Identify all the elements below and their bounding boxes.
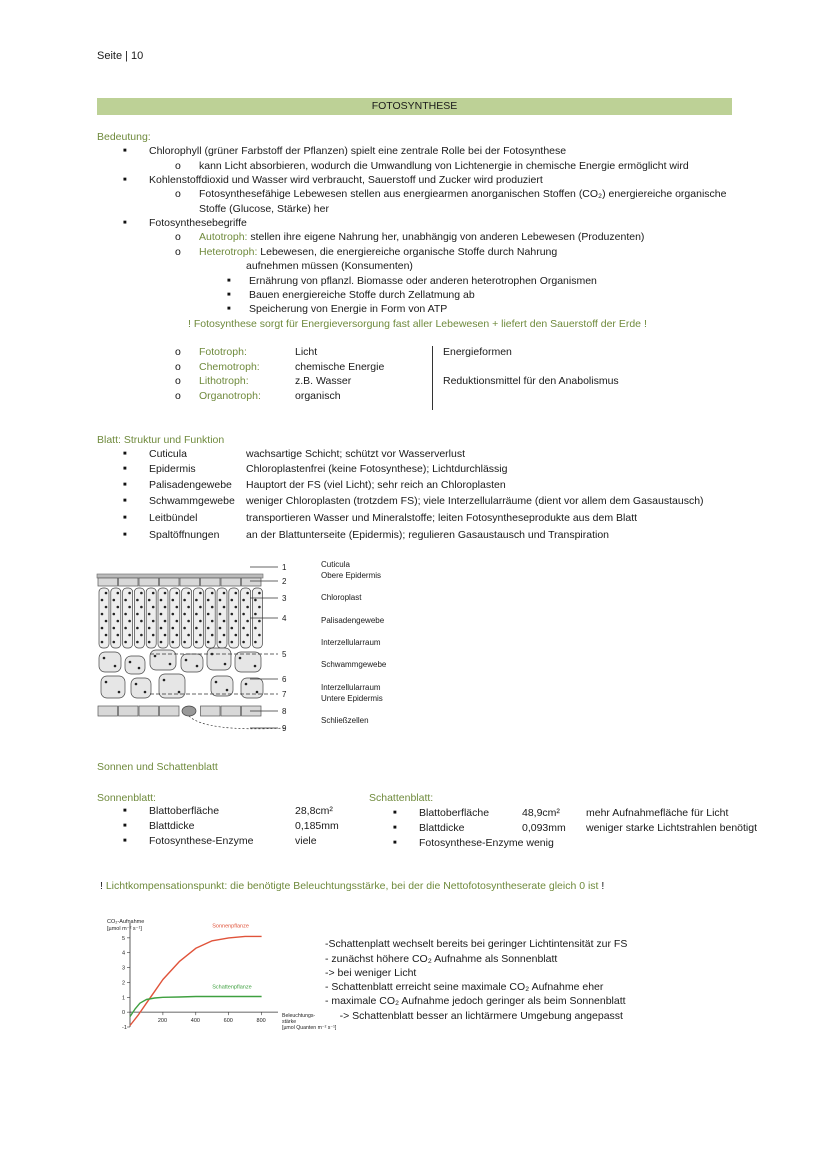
- chloroplast: [140, 634, 143, 637]
- co2-uptake-chart: [105, 915, 337, 1045]
- chloroplast: [117, 592, 120, 595]
- chloroplast: [219, 627, 222, 630]
- chloroplast: [113, 613, 116, 616]
- x-tick-label: 800: [256, 1018, 266, 1025]
- chloroplast: [172, 641, 175, 644]
- chloroplast: [128, 620, 131, 623]
- chloroplast: [164, 620, 167, 623]
- exclamation: !: [100, 880, 103, 892]
- chloroplast: [164, 592, 167, 595]
- epidermis-cell: [221, 578, 241, 586]
- schattenblatt-note: mehr Aufnahmefläche für Licht: [586, 807, 729, 819]
- chloroplast: [245, 683, 248, 686]
- chloroplast: [195, 641, 198, 644]
- epidermis-cell: [160, 578, 180, 586]
- chloroplast: [176, 620, 179, 623]
- chloroplast: [129, 661, 132, 664]
- chloroplast: [113, 641, 116, 644]
- chloroplast: [231, 599, 234, 602]
- chloroplast: [223, 592, 226, 595]
- list-item: ■ Kohlenstoffdioxid und Wasser wird verbraucht, Sauerstoff und Zucker wird produziert: [149, 174, 543, 186]
- chloroplast: [160, 599, 163, 602]
- chloroplast: [105, 606, 108, 609]
- diagram-number: 5: [282, 650, 287, 659]
- chloroplast: [187, 620, 190, 623]
- palisade-cell: [99, 588, 109, 648]
- chloroplast: [176, 606, 179, 609]
- blatt-term: ■ Schwammgewebe: [149, 495, 235, 507]
- chloroplast: [199, 592, 202, 595]
- chloroplast: [136, 599, 139, 602]
- chloroplast: [246, 620, 249, 623]
- chloroplast: [219, 641, 222, 644]
- chloroplast: [246, 634, 249, 637]
- chloroplast: [195, 599, 198, 602]
- lower-epidermis-cell: [201, 706, 221, 716]
- x-tick-label: 200: [157, 1018, 168, 1025]
- sub-list-item: ■ Ernährung von pflanzl. Biomasse oder anderen heterotrophen Organismen: [249, 275, 597, 287]
- chloroplast: [148, 613, 151, 616]
- x-axis-label: stärke: [282, 1019, 297, 1026]
- x-tick-label: 400: [190, 1018, 200, 1025]
- y-tick-label: 2: [122, 980, 126, 987]
- chloroplast: [199, 620, 202, 623]
- chloroplast: [113, 599, 116, 602]
- autotroph-definition: stellen ihre eigene Nahrung her, unabhängig von anderen Lebewesen (Produzenten): [247, 231, 645, 243]
- chloroplast: [154, 655, 157, 658]
- chloroplast: [207, 613, 210, 616]
- sonnenblatt-term: ■ Fotosynthese-Enzyme: [149, 835, 253, 847]
- diagram-label: Obere Epidermis: [321, 571, 382, 580]
- y-tick-label: -1: [122, 1025, 127, 1031]
- chloroplast: [231, 627, 234, 630]
- diagram-label: Interzellularraum: [321, 638, 381, 647]
- chloroplast: [152, 634, 155, 637]
- chloroplast: [172, 627, 175, 630]
- diagram-label: Cuticula: [321, 560, 350, 569]
- chloroplast: [211, 634, 214, 637]
- chloroplast: [128, 606, 131, 609]
- chloroplast: [235, 620, 238, 623]
- lower-epidermis-cell: [221, 706, 241, 716]
- chloroplast: [169, 663, 172, 666]
- chloroplast: [101, 641, 104, 644]
- diagram-label: Interzellularraum: [321, 683, 381, 692]
- chloroplast: [242, 627, 245, 630]
- troph-term: o Chemotroph:: [199, 361, 260, 373]
- chloroplast: [148, 599, 151, 602]
- y-axis-label: CO₂-Aufnahme: [107, 919, 145, 925]
- sponge-cell: [211, 676, 233, 696]
- autotroph-item: [199, 231, 644, 243]
- chloroplast: [199, 634, 202, 637]
- y-tick-label: 1: [122, 995, 126, 1002]
- chloroplast: [117, 620, 120, 623]
- schattenblatt-term: ■ Blattdicke: [419, 822, 465, 834]
- section-heading-blatt: Blatt: Struktur und Funktion: [97, 434, 225, 446]
- chloroplast: [183, 641, 186, 644]
- chloroplast: [219, 613, 222, 616]
- chloroplast: [231, 641, 234, 644]
- chloroplast: [235, 592, 238, 595]
- chloroplast: [183, 627, 186, 630]
- chloroplast: [105, 681, 108, 684]
- palisade-cell: [205, 588, 215, 648]
- chart-note: - zunächst höhere CO₂ Aufnahme als Sonnenblatt: [325, 953, 558, 965]
- chart-note: -Schattenplatt wechselt bereits bei geringer Lichtintensität zur FS: [325, 938, 628, 950]
- cuticula-layer: [97, 574, 263, 578]
- sub-list-item: ■ Speicherung von Energie in Form von ATP: [249, 303, 447, 315]
- troph-value: chemische Energie: [295, 361, 385, 373]
- sponge-cell: [125, 656, 145, 674]
- chloroplast: [140, 592, 143, 595]
- chloroplast: [140, 606, 143, 609]
- chloroplast: [103, 657, 106, 660]
- sonnenblatt-value: 28,8cm²: [295, 805, 333, 817]
- chloroplast: [226, 689, 229, 692]
- y-tick-label: 3: [122, 965, 126, 972]
- chloroplast: [183, 613, 186, 616]
- chloroplast: [105, 634, 108, 637]
- chloroplast: [199, 606, 202, 609]
- lower-epidermis-cell: [139, 706, 159, 716]
- chloroplast: [242, 613, 245, 616]
- chloroplast: [101, 613, 104, 616]
- blatt-term: ■ Cuticula: [149, 448, 187, 460]
- blatt-term: ■ Epidermis: [149, 463, 196, 475]
- key-note: ! Fotosynthese sorgt für Energieversorgung fast aller Lebewesen + liefert den Sauerstoff der Erde !: [188, 318, 647, 330]
- chloroplast: [235, 606, 238, 609]
- schattenblatt-term: ■ Blattoberfläche: [419, 807, 489, 819]
- epidermis-cell: [180, 578, 200, 586]
- chloroplast: [242, 641, 245, 644]
- schattenblatt-value: 0,093mm: [522, 822, 566, 834]
- blatt-description: Chloroplastenfrei (keine Fotosynthese); Lichtdurchlässig: [246, 463, 508, 475]
- diagram-number: 9: [282, 724, 287, 733]
- chloroplast: [160, 627, 163, 630]
- chloroplast: [187, 634, 190, 637]
- chloroplast: [152, 620, 155, 623]
- palisade-cell: [217, 588, 227, 648]
- chloroplast: [211, 606, 214, 609]
- diagram-label: Chloroplast: [321, 593, 362, 602]
- blatt-description: transportieren Wasser und Mineralstoffe; leiten Fotosyntheseprodukte aus dem Blatt: [246, 512, 638, 524]
- schattenblatt-heading: Schattenblatt:: [369, 792, 434, 804]
- chloroplast: [113, 627, 116, 630]
- series-label: Schattenpflanze: [212, 984, 252, 991]
- diagram-label: Schwammgewebe: [321, 660, 387, 669]
- term-heterotroph: Heterotroph:: [199, 246, 258, 258]
- chloroplast: [101, 599, 104, 602]
- sponge-cell: [207, 648, 231, 670]
- blatt-term: ■ Spaltöffnungen: [149, 529, 219, 541]
- diagram-number: 8: [282, 707, 287, 716]
- palisade-cell: [146, 588, 156, 648]
- chart-note: - Schattenblatt erreicht seine maximale CO₂ Aufnahme eher: [325, 981, 604, 993]
- chloroplast: [148, 627, 151, 630]
- chloroplast: [231, 613, 234, 616]
- heterotroph-definition: Lebewesen, die energiereiche organische Stoffe durch Nahrung: [257, 246, 558, 258]
- lower-epidermis-cell: [98, 706, 118, 716]
- chloroplast: [160, 641, 163, 644]
- troph-value: z.B. Wasser: [295, 375, 352, 387]
- chloroplast: [207, 641, 210, 644]
- chloroplast: [138, 667, 141, 670]
- lichtkompensation-definition: Lichtkompensationspunkt: die benötigte Beleuchtungsstärke, bei der die Nettofotosyntheserate gleich 0 ist: [102, 880, 602, 892]
- chloroplast: [207, 599, 210, 602]
- sonnenblatt-value: 0,185mm: [295, 820, 339, 832]
- palisade-cell: [134, 588, 144, 648]
- y-axis-label: [µmol m⁻² s⁻¹]: [107, 926, 142, 932]
- chloroplast: [152, 606, 155, 609]
- chloroplast: [148, 641, 151, 644]
- chloroplast: [246, 606, 249, 609]
- troph-term: o Lithotroph:: [199, 375, 249, 387]
- diagram-label: Schließzellen: [321, 716, 369, 725]
- chloroplast: [117, 634, 120, 637]
- title-bar: [97, 98, 732, 115]
- list-item: ■ Fotosynthesebegriffe: [149, 217, 247, 229]
- chloroplast: [136, 627, 139, 630]
- chloroplast: [164, 634, 167, 637]
- chloroplast: [136, 613, 139, 616]
- chloroplast: [185, 659, 188, 662]
- palisade-cell: [229, 588, 239, 648]
- epidermis-cell: [119, 578, 139, 586]
- page-number: Seite | 10: [97, 50, 144, 62]
- diagram-label: Palisadengewebe: [321, 616, 385, 625]
- chloroplast: [163, 679, 166, 682]
- y-tick-label: 0: [122, 1010, 126, 1017]
- chloroplast: [235, 634, 238, 637]
- palisade-cell: [170, 588, 180, 648]
- x-axis-label: [µmol Quanten m⁻² s⁻¹]: [282, 1025, 337, 1032]
- chloroplast: [164, 606, 167, 609]
- section-heading-bedeutung: Bedeutung:: [97, 131, 151, 143]
- list-item: ■ Chlorophyll (grüner Farbstoff der Pflanzen) spielt eine zentrale Rolle bei der Fotosynthese: [149, 145, 566, 157]
- lower-epidermis-cell: [160, 706, 180, 716]
- diagram-number: 6: [282, 675, 287, 684]
- exclamation: !: [601, 880, 605, 892]
- chloroplast: [124, 627, 127, 630]
- diagram-number: 1: [282, 563, 287, 572]
- sponge-cell: [181, 654, 203, 672]
- chloroplast: [196, 665, 199, 668]
- sonnenblatt-heading: Sonnenblatt:: [97, 792, 156, 804]
- chloroplast: [105, 620, 108, 623]
- chart-note: - maximale CO₂ Aufnahme jedoch geringer als beim Sonnenblatt: [325, 995, 626, 1007]
- chloroplast: [187, 606, 190, 609]
- chloroplast: [215, 681, 218, 684]
- list-item: o kann Licht absorbieren, wodurch die Umwandlung von Lichtenergie in chemische Energie ermöglicht wird: [199, 160, 689, 172]
- troph-category: Energieformen: [443, 346, 512, 358]
- sonnenblatt-term: ■ Blattoberfläche: [149, 805, 219, 817]
- diagram-number: 2: [282, 577, 287, 586]
- y-tick-label: 4: [122, 950, 126, 957]
- chloroplast: [195, 627, 198, 630]
- diagram-number: 3: [282, 594, 287, 603]
- list-item-continuation: Stoffe (Glucose, Stärke) her: [199, 203, 329, 215]
- chloroplast: [187, 592, 190, 595]
- chloroplast: [124, 641, 127, 644]
- sonnenblatt-value: viele: [295, 835, 317, 847]
- troph-value: Licht: [295, 346, 318, 358]
- blatt-term: ■ Palisadengewebe: [149, 479, 232, 491]
- lichtkompensation-note: [100, 880, 604, 892]
- troph-category: Reduktionsmittel für den Anabolismus: [443, 375, 619, 387]
- chloroplast: [114, 665, 117, 668]
- chloroplast: [178, 691, 181, 694]
- chloroplast: [239, 657, 242, 660]
- blatt-description: weniger Chloroplasten (trotzdem FS); viele Interzellularräume (dient vor allem dem Gasaustausch): [246, 495, 704, 507]
- blatt-description: an der Blattunterseite (Epidermis); regulieren Gasaustausch und Transpiration: [246, 529, 610, 541]
- chloroplast: [144, 691, 147, 694]
- chloroplast: [101, 627, 104, 630]
- x-axis-label: Beleuchtungs-: [282, 1013, 316, 1020]
- schattenblatt-value: 48,9cm²: [522, 807, 560, 819]
- diagram-number: 7: [282, 690, 287, 699]
- epidermis-cell: [98, 578, 118, 586]
- table-divider: [432, 346, 433, 410]
- chloroplast: [118, 691, 121, 694]
- chloroplast: [183, 599, 186, 602]
- list-item: o Fotosynthesefähige Lebewesen stellen aus energiearmen anorganischen Stoffen (CO₂) energiereiche organische: [199, 188, 726, 200]
- chloroplast: [124, 613, 127, 616]
- chloroplast: [128, 592, 131, 595]
- troph-term: o Fototroph:: [199, 346, 247, 358]
- palisade-cell: [158, 588, 168, 648]
- y-tick-label: 5: [122, 935, 126, 942]
- chloroplast: [124, 599, 127, 602]
- chart-note: -> Schattenblatt besser an lichtärmere Umgebung angepasst: [325, 1010, 623, 1022]
- sponge-cell: [131, 678, 151, 698]
- chloroplast: [219, 599, 222, 602]
- palisade-cell: [182, 588, 192, 648]
- chloroplast: [246, 592, 249, 595]
- troph-term: o Organotroph:: [199, 390, 261, 402]
- palisade-cell: [123, 588, 133, 648]
- chloroplast: [195, 613, 198, 616]
- chloroplast: [152, 592, 155, 595]
- chloroplast: [140, 620, 143, 623]
- chloroplast: [172, 613, 175, 616]
- sponge-cell: [150, 650, 176, 670]
- chloroplast: [117, 606, 120, 609]
- section-heading-sonnen: Sonnen und Schattenblatt: [97, 761, 218, 773]
- guard-cell: [182, 706, 196, 716]
- diagram-number: 4: [282, 614, 287, 623]
- blatt-description: wachsartige Schicht; schützt vor Wasserverlust: [246, 448, 466, 460]
- sponge-cell: [101, 676, 125, 698]
- chloroplast: [135, 683, 138, 686]
- diagram-label: Untere Epidermis: [321, 694, 383, 703]
- x-tick-label: 600: [223, 1018, 233, 1025]
- heterotroph-item: [199, 246, 557, 258]
- term-autotroph: Autotroph:: [199, 231, 248, 243]
- chloroplast: [105, 592, 108, 595]
- chloroplast: [223, 620, 226, 623]
- palisade-cell: [111, 588, 121, 648]
- sponge-cell: [99, 652, 121, 672]
- lower-epidermis-cell: [119, 706, 139, 716]
- chloroplast: [224, 663, 227, 666]
- series-label: Sonnenpflanze: [212, 923, 249, 930]
- schattenblatt-note: weniger starke Lichtstrahlen benötigt: [586, 822, 758, 834]
- epidermis-cell: [201, 578, 221, 586]
- chloroplast: [176, 634, 179, 637]
- blatt-description: Hauptort der FS (viel Licht); sehr reich an Chloroplasten: [246, 479, 506, 491]
- chloroplast: [223, 606, 226, 609]
- palisade-cell: [193, 588, 203, 648]
- troph-value: organisch: [295, 390, 341, 402]
- sub-list-item: ■ Bauen energiereiche Stoffe durch Zellatmung ab: [249, 289, 475, 301]
- chloroplast: [160, 613, 163, 616]
- chloroplast: [128, 634, 131, 637]
- diagram-callouts: [250, 560, 310, 735]
- heterotroph-definition-continuation: aufnehmen müssen (Konsumenten): [246, 260, 413, 272]
- chloroplast: [211, 620, 214, 623]
- chloroplast: [242, 599, 245, 602]
- chart-note: -> bei weniger Licht: [325, 967, 417, 979]
- epidermis-cell: [139, 578, 159, 586]
- chloroplast: [223, 634, 226, 637]
- chloroplast: [172, 599, 175, 602]
- sponge-cell: [159, 674, 185, 698]
- chloroplast: [136, 641, 139, 644]
- blatt-term: ■ Leitbündel: [149, 512, 197, 524]
- sonnenblatt-term: ■ Blattdicke: [149, 820, 195, 832]
- chloroplast: [176, 592, 179, 595]
- chloroplast: [211, 592, 214, 595]
- schattenblatt-term: ■ Fotosynthese-Enzyme wenig: [419, 837, 554, 849]
- page-title: FOTOSYNTHESE: [371, 100, 458, 112]
- chloroplast: [207, 627, 210, 630]
